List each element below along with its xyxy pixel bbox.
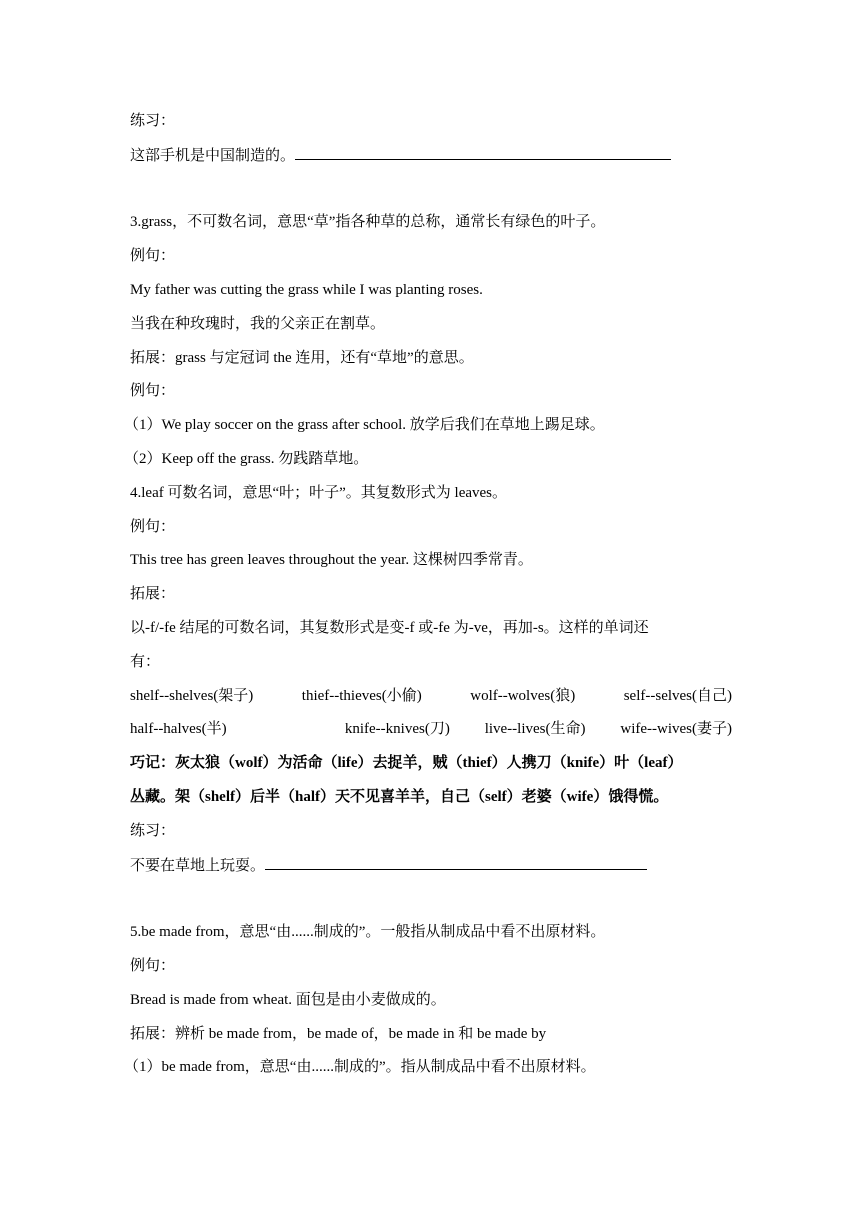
word-pair: shelf--shelves(架子) — [130, 687, 254, 704]
word-pair: live--lives(生命) — [484, 721, 586, 738]
example-label: 例句： — [130, 383, 176, 400]
word-pair: knife--knives(刀) — [344, 721, 450, 738]
extension-note: 拓展：辨析 be made from，be made of，be made in 和 be made by — [130, 1025, 547, 1042]
section-heading-leaf: 4.leaf 可数名词，意思“叶；叶子”。其复数形式为 leaves。 — [130, 484, 508, 501]
example-label: 例句： — [130, 518, 176, 535]
usage-point: （1）be made from，意思“由......制成的”。指从制成品中看不出原材料。 — [124, 1059, 596, 1076]
practice-label: 练习： — [130, 822, 176, 839]
practice-label: 练习： — [130, 113, 176, 129]
rule-text-continued: 有： — [130, 653, 161, 670]
mnemonic-text-continued: 丛藏。架（shelf）后半（half）天不见喜羊羊，自己（self）老婆（wife）饿得慌。 — [130, 788, 669, 805]
spacer — [130, 885, 732, 919]
mnemonic-text: 巧记：灰太狼（wolf）为活命（life）去捉羊，贼（thief）人携刀（knife）叶（leaf） — [130, 755, 683, 772]
answer-blank[interactable] — [295, 142, 671, 160]
section-heading-grass: 3.grass，不可数名词，意思“草”指各种草的总称，通常长有绿色的叶子。 — [130, 214, 606, 231]
extension-note: 拓展：grass 与定冠词 the 连用，还有“草地”的意思。 — [130, 349, 474, 366]
document-page — [124, 108, 732, 1088]
example-label: 例句： — [130, 248, 176, 265]
word-list-row — [130, 716, 732, 750]
word-pair: thief--thieves(小偷) — [301, 687, 422, 704]
example-item: （1）We play soccer on the grass after school. 放学后我们在草地上踢足球。 — [124, 417, 605, 434]
example-item: （2）Keep off the grass. 勿践踏草地。 — [124, 450, 369, 467]
answer-blank[interactable] — [265, 852, 647, 870]
word-pair: self--selves(自己) — [623, 687, 732, 704]
practice-exercise — [130, 142, 732, 176]
example-sentence-en: My father was cutting the grass while I was planting roses. — [130, 281, 483, 298]
rule-text: 以-f/-fe 结尾的可数名词，其复数形式是变-f 或-fe 为-ve，再加-s。这样的单词还 — [130, 619, 649, 636]
extension-label: 拓展： — [130, 586, 176, 603]
example-label: 例句： — [130, 957, 176, 974]
example-sentence-cn: 当我在种玫瑰时，我的父亲正在割草。 — [130, 315, 386, 332]
example-sentence: This tree has green leaves throughout the year. 这棵树四季常青。 — [130, 552, 533, 569]
practice-prompt: 不要在草地上玩耍。 — [130, 857, 266, 874]
word-pair: wife--wives(妻子) — [620, 721, 732, 738]
practice-exercise — [130, 852, 732, 886]
word-pair: half--halves(半) — [130, 721, 227, 738]
practice-prompt: 这部手机是中国制造的。 — [130, 147, 296, 164]
word-list-row — [130, 683, 732, 717]
word-pair: wolf--wolves(狼) — [470, 687, 576, 704]
section-heading-be-made-from: 5.be made from，意思“由......制成的”。一般指从制成品中看不出原材料。 — [130, 924, 606, 941]
example-sentence: Bread is made from wheat. 面包是由小麦做成的。 — [130, 991, 446, 1008]
spacer — [130, 176, 732, 210]
